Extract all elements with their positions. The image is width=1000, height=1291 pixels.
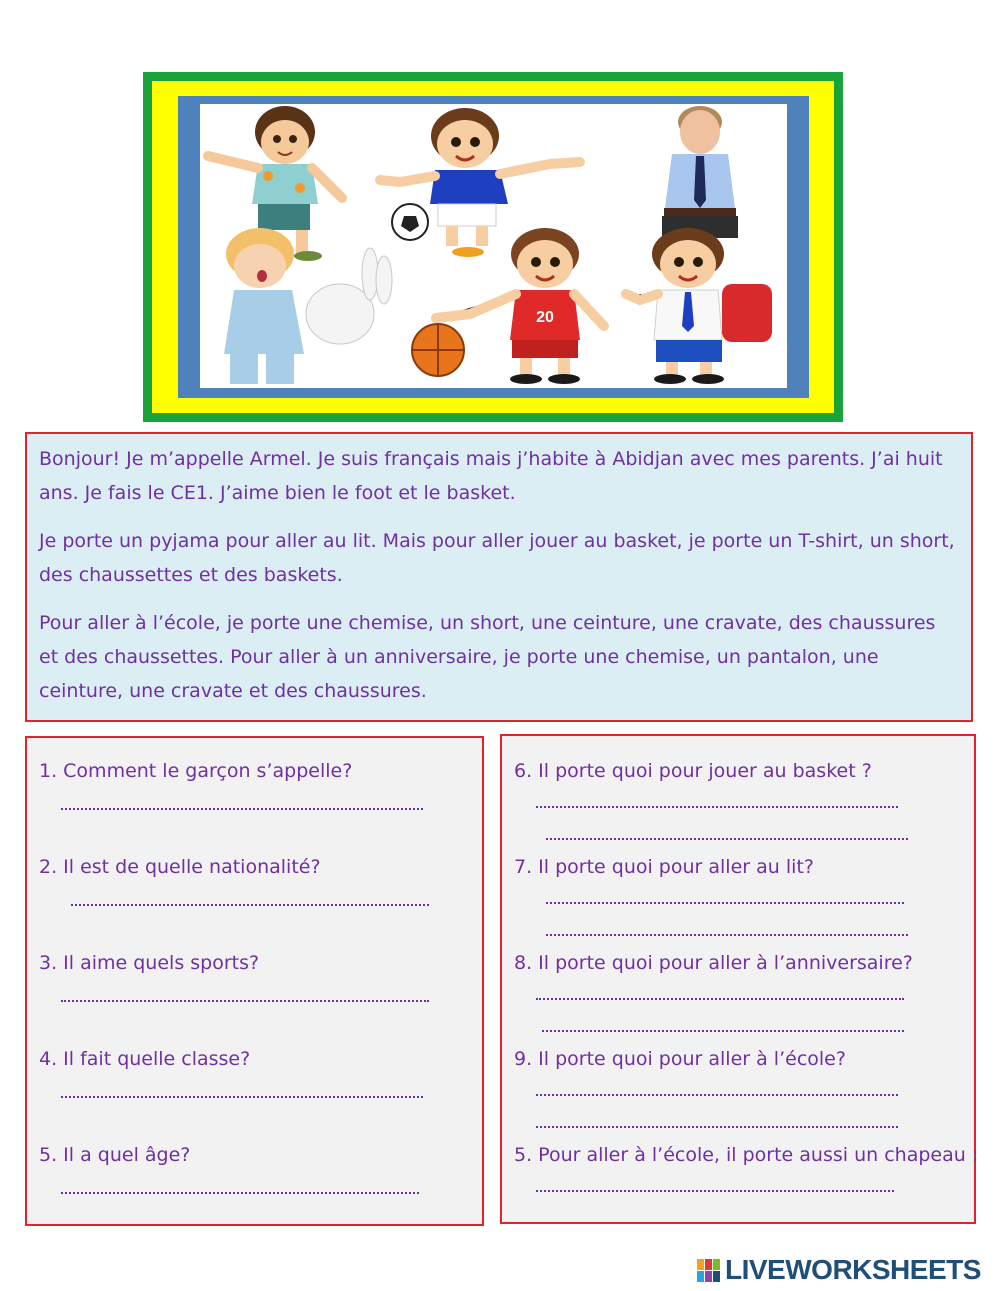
answer-field-6b[interactable] <box>546 838 908 840</box>
reading-passage <box>25 432 973 722</box>
answer-field-8b[interactable] <box>542 1030 904 1032</box>
question-9: 9. Il porte quoi pour aller à l’école? <box>514 1048 846 1070</box>
question-7: 7. Il porte quoi pour aller au lit? <box>514 856 814 878</box>
answer-field-5[interactable] <box>61 1192 419 1194</box>
question-4: 4. Il fait quelle classe? <box>39 1048 251 1070</box>
jersey-number: 20 <box>536 309 554 326</box>
answer-field-8a[interactable] <box>536 998 904 1000</box>
answer-field-2[interactable] <box>71 904 429 906</box>
picture-frame-yellow-border <box>152 81 834 413</box>
answer-field-7b[interactable] <box>546 934 908 936</box>
boy-school-uniform-illustration <box>626 228 772 384</box>
answer-field-1[interactable] <box>61 808 423 810</box>
answer-field-9b[interactable] <box>536 1126 898 1128</box>
liveworksheets-logo-icon <box>697 1259 721 1283</box>
answer-field-9a[interactable] <box>536 1094 898 1096</box>
questions-panel-left <box>25 736 484 1226</box>
passage-paragraph-1: Bonjour! Je m’appelle Armel. Je suis français mais j’habite à Abidjan avec mes parents. J’ai huit ans. Je fais le CE1. J’aime bien le foot et le basket. <box>39 448 943 504</box>
question-3: 3. Il aime quels sports? <box>39 952 260 974</box>
boy-basketball-illustration <box>412 228 604 384</box>
boy-shirt-tie-illustration <box>662 106 738 238</box>
question-8: 8. Il porte quoi pour aller à l’anniversaire? <box>514 952 913 974</box>
liveworksheets-logo-text: LIVEWORKSHEETS <box>725 1254 981 1285</box>
boys-clothing-illustration <box>200 104 787 387</box>
question-5: 5. Il a quel âge? <box>39 1144 191 1166</box>
questions-panel-right <box>500 734 979 1224</box>
question-1: 1. Comment le garçon s’appelle? <box>39 760 353 782</box>
answer-field-7a[interactable] <box>546 902 904 904</box>
answer-field-3[interactable] <box>61 1000 429 1002</box>
answer-field-4[interactable] <box>61 1096 423 1098</box>
answer-field-10[interactable] <box>536 1190 894 1192</box>
passage-paragraph-3: Pour aller à l’école, je porte une chemise, un short, une ceinture, une cravate, des chaussures et des chaussettes. Pour aller à un anniversaire, je porte une chemise, un pantalon, une ceinture, une cravate et des chaussures. <box>39 612 936 702</box>
question-2: 2. Il est de quelle nationalité? <box>39 856 321 878</box>
answer-field-6a[interactable] <box>536 806 898 808</box>
picture-frame-blue-border <box>178 96 809 398</box>
question-10: 5. Pour aller à l’école, il porte aussi un chapeau : <box>514 1144 979 1166</box>
question-6: 6. Il porte quoi pour jouer au basket ? <box>514 760 872 782</box>
passage-paragraph-2: Je porte un pyjama pour aller au lit. Mais pour aller jouer au basket, je porte un T-shirt, un short, des chaussettes et des baskets. <box>39 530 955 586</box>
illustration-panel <box>200 104 787 388</box>
picture-frame <box>143 72 843 422</box>
